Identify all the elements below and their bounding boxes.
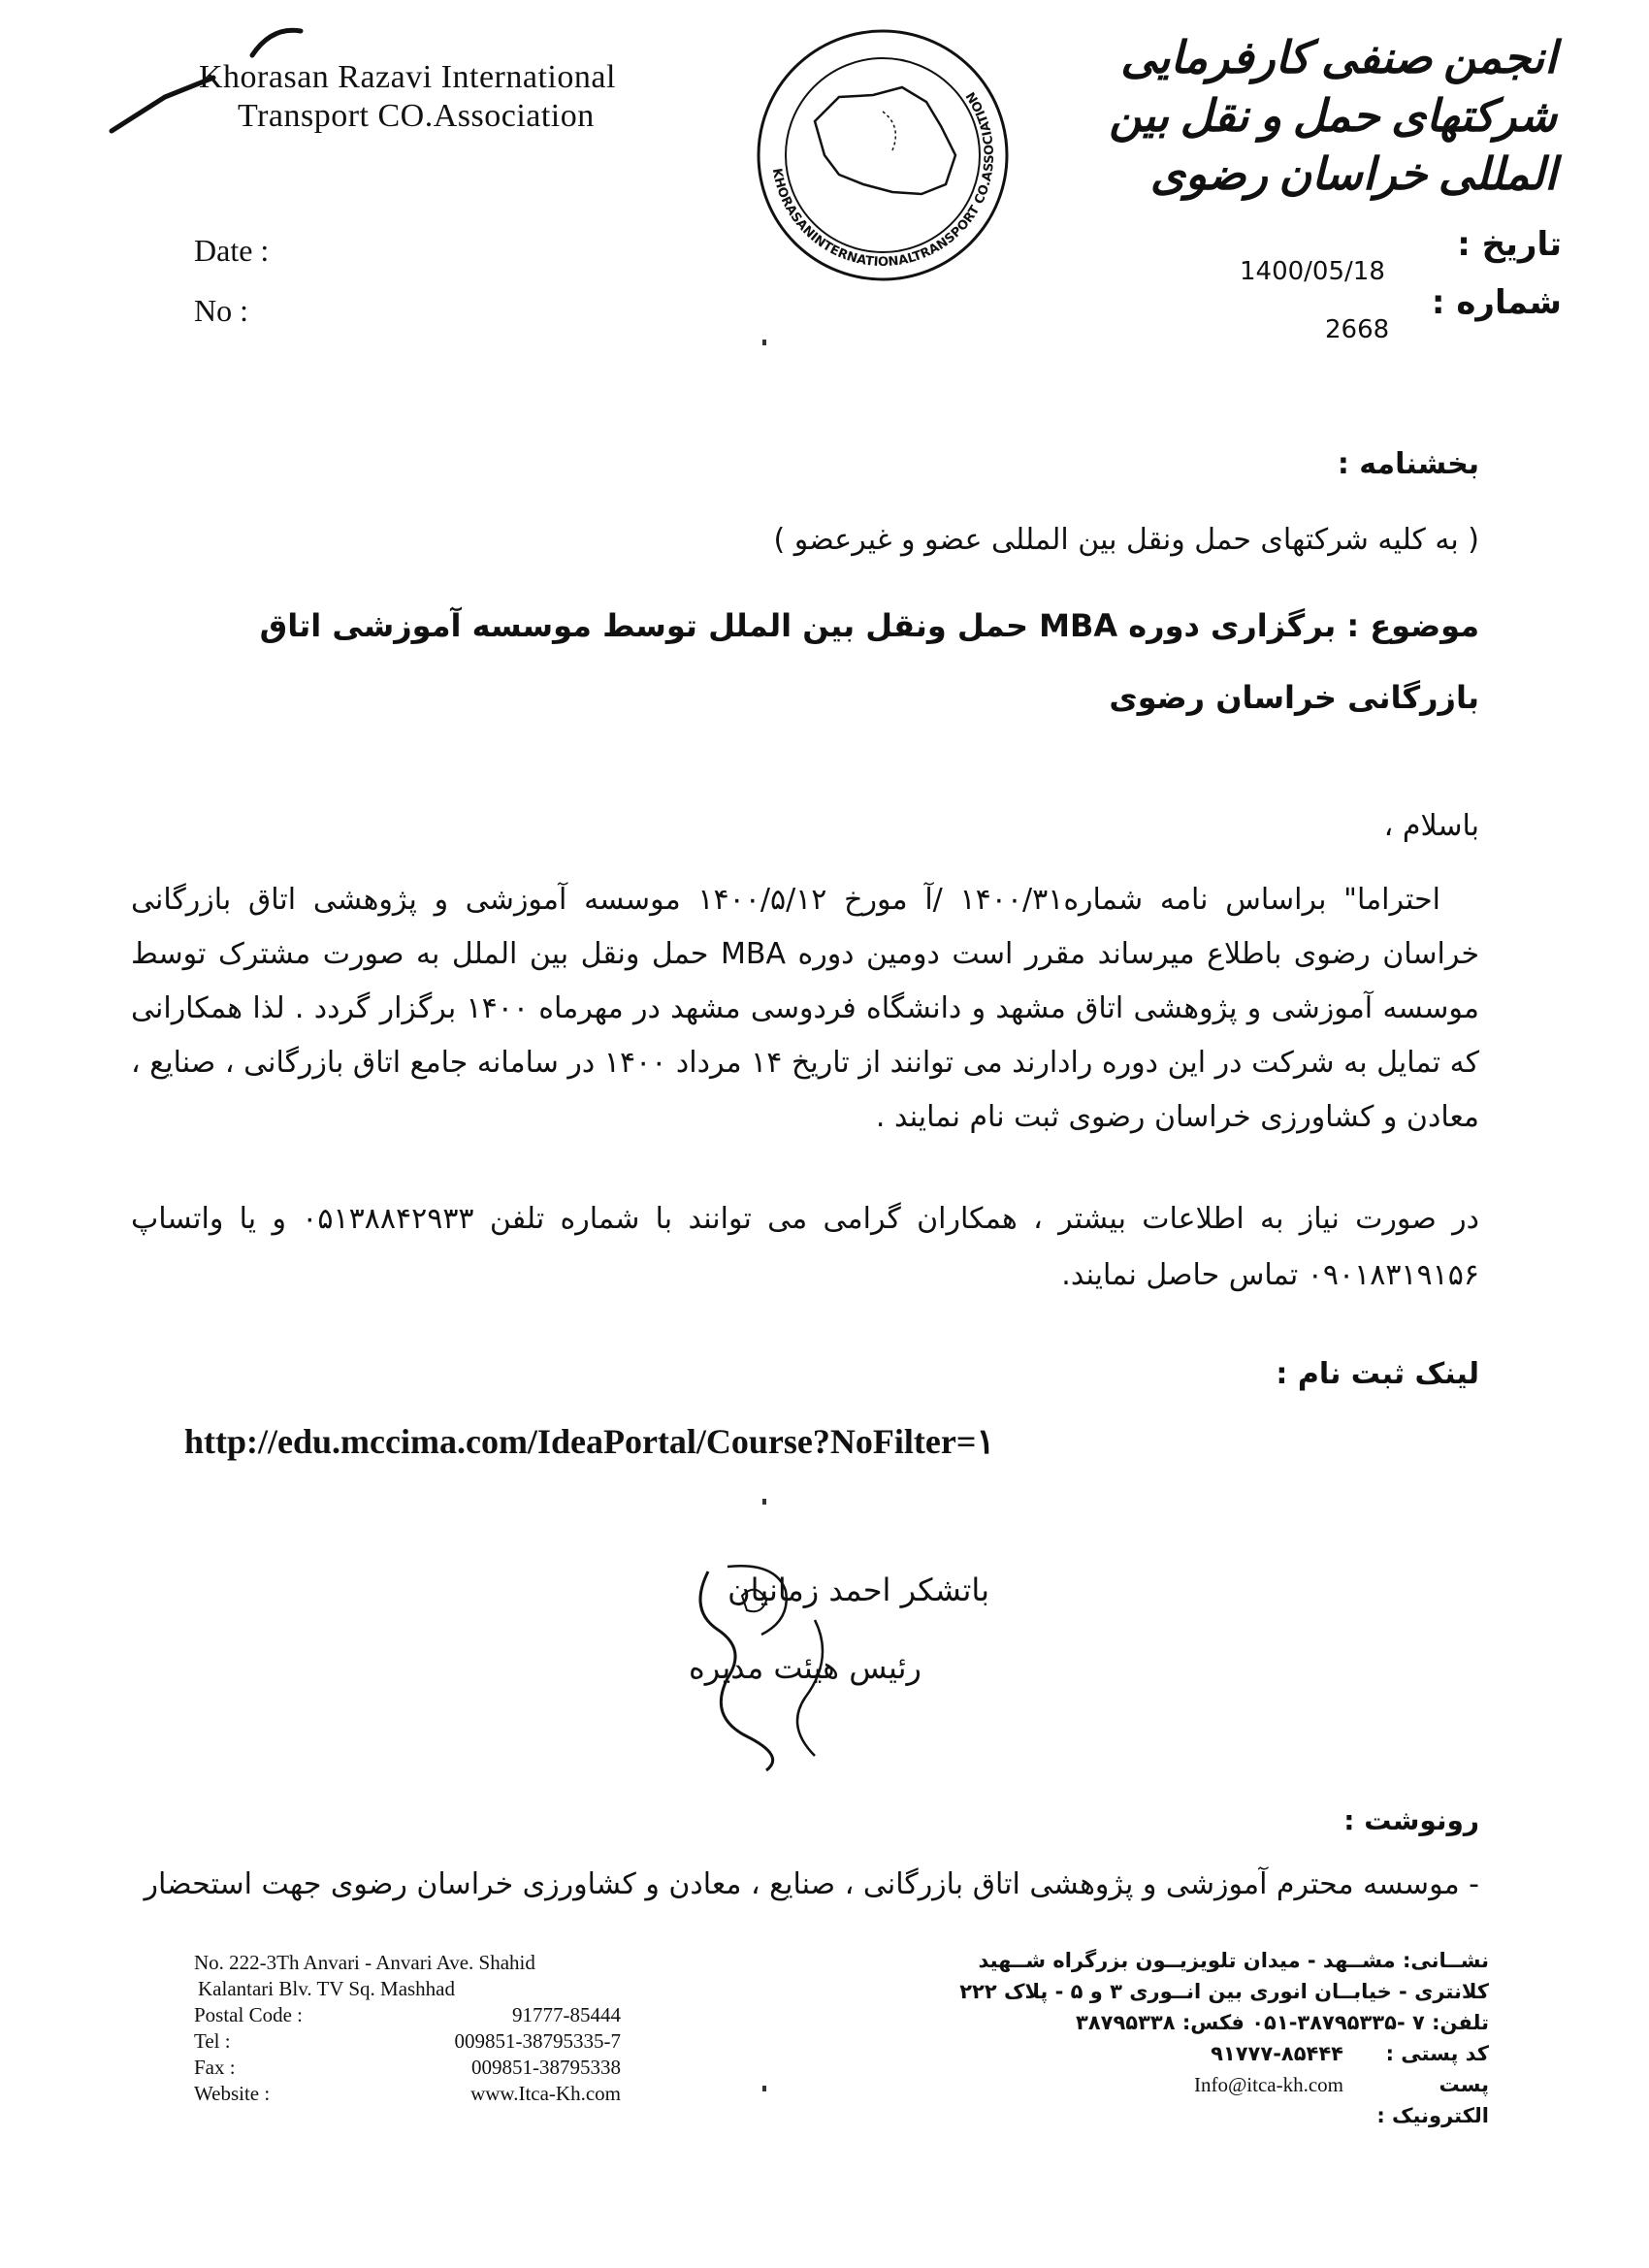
body-paragraph-1 [131, 873, 1479, 1145]
number-label-fa: شماره : [1431, 283, 1562, 322]
scan-speck [762, 1499, 766, 1505]
footer-english-contact [194, 1950, 621, 2107]
letter-number-value: 2668 [1325, 315, 1390, 344]
signature-name: باتشکر احمد زمانیان [728, 1571, 989, 1608]
footer-tel-row [194, 2028, 621, 2055]
date-label-fa: تاریخ : [1457, 225, 1562, 264]
postal-code-value: 91777-85444 [512, 2003, 621, 2026]
footer-fa-address-line1: نشــانی: مشــهد - میدان تلویزیــون بزرگراه شــهید [978, 1949, 1489, 1972]
footer-address-line2: Kalantari Blv. TV Sq. Mashhad [198, 1977, 456, 2000]
footer-fa-phone-line: تلفن: ۷ -۳۸۷۹۵۳۳۵-۰۵۱ فکس: ۳۸۷۹۵۳۳۸ [1076, 2011, 1489, 2034]
signature-title: رئیس هیئت مدیره [688, 1649, 922, 1686]
tel-label: Tel : [194, 2029, 231, 2053]
circular-label: بخشنامه : [1337, 447, 1479, 481]
postal-code-label: Postal Code : [194, 2003, 304, 2026]
footer-fa-postal-label: کد پستی : [1385, 2042, 1489, 2065]
footer-persian-contact [946, 1945, 1489, 2131]
association-seal-logo [747, 19, 1018, 291]
date-label-en: Date : [194, 233, 270, 268]
english-name-line1: Khorasan Razavi International [199, 59, 616, 95]
tel-value: 009851-38795335-7 [454, 2029, 621, 2053]
cc-item: - موسسه محترم آموزشی و پژوهشی اتاق بازرگانی ، صنایع ، معادن و کشاورزی خراسان رضوی جهت استحضار [144, 1867, 1479, 1901]
footer-fa-postal-row [946, 2038, 1489, 2069]
association-english-name [199, 58, 616, 136]
number-label-en: No : [194, 293, 248, 328]
english-name-line2: Transport CO.Association [238, 98, 595, 134]
seal-text: KHORASANINTERNATIONALTRANSPORT CO.ASSOCIATION [768, 88, 998, 271]
scan-speck [762, 340, 766, 345]
registration-link-label: لینک ثبت نام : [1276, 1357, 1479, 1391]
pen-stroke-mark [247, 21, 306, 60]
svg-text:KHORASANINTERNATIONALTRANSPORT [769, 89, 997, 271]
fax-label: Fax : [194, 2056, 236, 2079]
fax-value: 009851-38795338 [471, 2056, 621, 2079]
footer-postal-row [194, 2002, 621, 2028]
letter-subject: موضوع : برگزاری دوره MBA حمل ونقل بین الملل توسط موسسه آموزشی اتاق بازرگانی خراسان رضوی [259, 607, 1479, 716]
footer-fa-postal-value: ۹۱۷۷۷-۸۵۴۴۴ [1211, 2042, 1343, 2065]
cc-label: رونوشت : [1343, 1804, 1479, 1836]
footer-fa-email-row [946, 2069, 1489, 2131]
scan-speck [762, 2086, 766, 2091]
website-link[interactable]: www.Itca-Kh.com [470, 2082, 621, 2105]
footer-fa-address-line2: کلانتری - خیابــان انوری بین انــوری ۳ و ۵ - پلاک ۲۲۲ [959, 1980, 1489, 2003]
footer-address-line1: No. 222-3Th Anvari - Anvari Ave. Shahid [194, 1951, 535, 1974]
body-paragraph-1-text: احتراما" براساس نامه شماره۱۴۰۰/۳۱ /آ مورخ ۱۴۰۰/۵/۱۲ موسسه آموزشی و پژوهشی اتاق بازرگانی خراسان رضوی باطلاع میرساند مقرر است دومین دوره MBA حمل ونقل بین الملل به صورت مشترک توسط موسسه آموزشی و پژوهشی اتاق مشهد و دانشگاه فردوسی مشهد در مهرماه ۱۴۰۰ برگزار گردد . لذا همکارانی که تمایل به شرکت در این دوره رادارند می توانند از تاریخ ۱۴ مرداد ۱۴۰۰ در سامانه جامع اتاق بازرگانی ، صنایع ، معادن و کشاورزی خراسان رضوی ثبت نام نمایند . [131, 883, 1479, 1134]
registration-url-link[interactable]: http://edu.mccima.com/IdeaPortal/Course?NoFilter=۱ [184, 1422, 995, 1461]
footer-website-row [194, 2081, 621, 2107]
footer-fa-email-link[interactable]: Info@itca-kh.com [1193, 2073, 1343, 2096]
letter-date-value: 1400/05/18 [1240, 257, 1385, 286]
website-label: Website : [194, 2082, 271, 2105]
association-persian-name: انجمن صنفی کارفرمایی شرکتهای حمل و نقل بین المللی خراسان رضوی [1109, 33, 1557, 199]
footer-fa-email-label: پست الکترونیک : [1376, 2073, 1489, 2127]
recipients-line: ( به کلیه شرکتهای حمل ونقل بین المللی عضو و غیرعضو ) [773, 523, 1479, 557]
footer-fax-row [194, 2055, 621, 2081]
body-paragraph-2: در صورت نیاز به اطلاعات بیشتر ، همکاران گرامی می توانند با شماره تلفن ۰۵۱۳۸۸۴۲۹۳۳ و یا واتساپ ۰۹۰۱۸۳۱۹۱۵۶ تماس حاصل نمایند. [131, 1202, 1480, 1292]
greeting: باسلام ، [1383, 809, 1479, 843]
